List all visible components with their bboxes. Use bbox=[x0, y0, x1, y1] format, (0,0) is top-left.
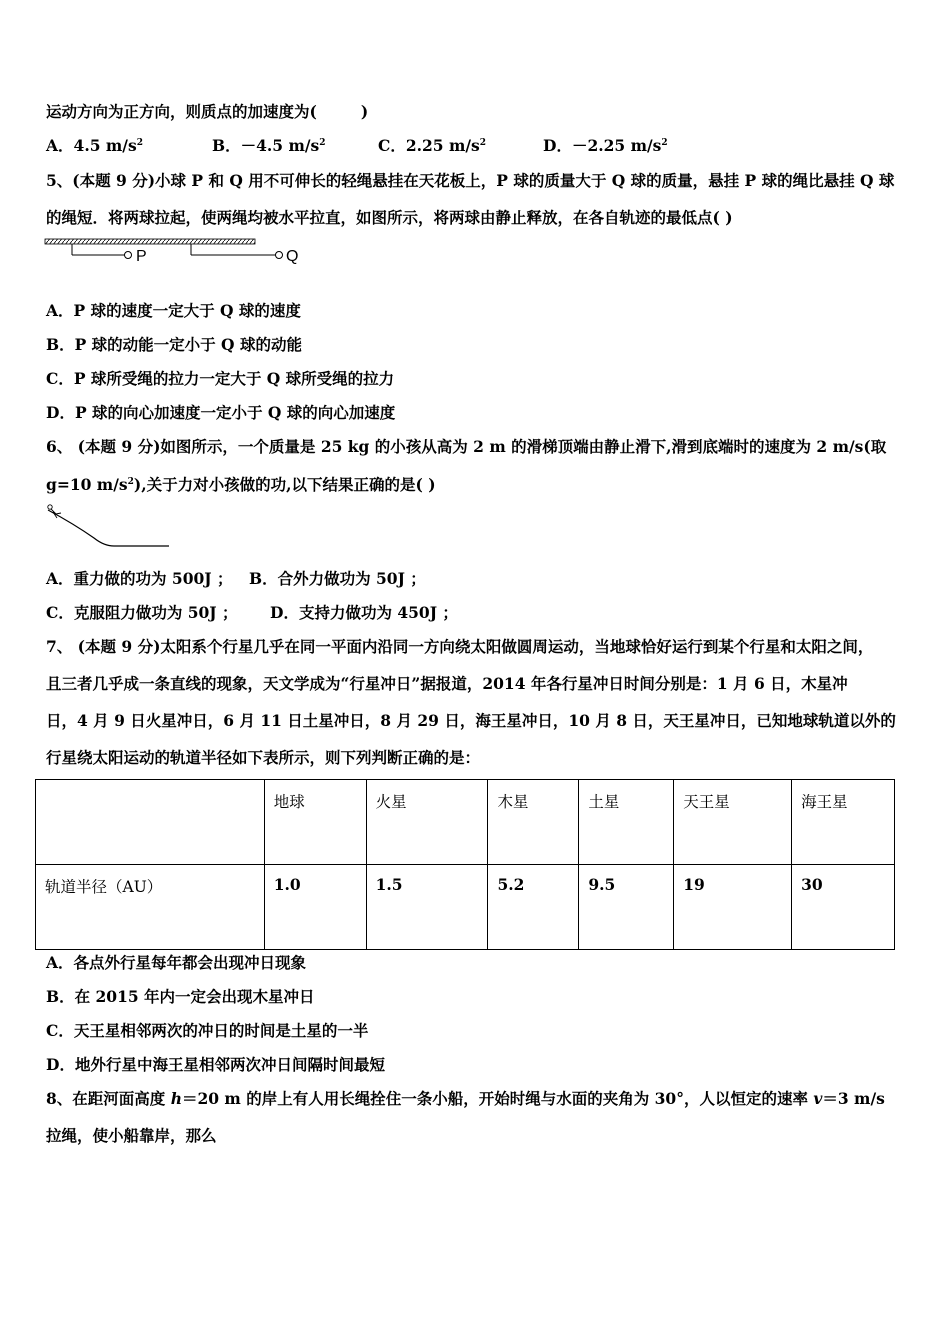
label-q: Q bbox=[286, 248, 299, 265]
q6-stem-line-2: g=10 $m/s^2$),关于力对小孩做的功,以下结果正确的是( ) bbox=[46, 475, 436, 494]
q5-option-a: A．P 球的速度一定大于 Q 球的速度 bbox=[46, 301, 301, 320]
q7-stem-line-1: 7、 (本题 9 分)太阳系个行星几乎在同一平面内沿同一方向绕太阳做圆周运动，当地球恰好运行到某个行星和太阳之间， bbox=[46, 637, 874, 656]
slide-curve bbox=[48, 510, 169, 546]
q6-stem-line-1: 6、 (本题 9 分)如图所示，一个质量是 25 kg 的小孩从高为 2 m 的滑梯顶端由静止滑下,滑到底端时的速度为 2 m/s(取 bbox=[46, 437, 887, 456]
table-cell: 19 bbox=[674, 865, 792, 950]
ball-p bbox=[125, 252, 132, 259]
q7-option-b: B．在 2015 年内一定会出现木星冲日 bbox=[46, 987, 315, 1006]
q7-option-a: A．各点外行星每年都会出现冲日现象 bbox=[46, 953, 307, 972]
table-header-cell: 天王星 bbox=[674, 780, 792, 865]
q6-option-d: D．支持力做功为 450J ； bbox=[270, 603, 458, 622]
q4-option-d: D．－2.25 $m/s^2$ bbox=[543, 136, 668, 155]
table-cell: 9.5 bbox=[579, 865, 674, 950]
q7-stem-line-4: 行星绕太阳运动的轨道半径如下表所示，则下列判断正确的是： bbox=[46, 748, 481, 767]
q7-option-d: D．地外行星中海王星相邻两次冲日间隔时间最短 bbox=[46, 1055, 385, 1074]
q5-option-b: B．P 球的动能一定小于 Q 球的动能 bbox=[46, 335, 302, 354]
q7-option-c: C．天王星相邻两次的冲日的时间是土星的一半 bbox=[46, 1021, 369, 1040]
q4-stem-text: 运动方向为正方向，则质点的加速度为( bbox=[46, 102, 317, 121]
child-head bbox=[48, 505, 52, 509]
q4-paren-close: ) bbox=[360, 102, 369, 121]
table-row-label: 轨道半径（AU） bbox=[36, 865, 265, 950]
q8-stem-line-1: 8、在距河面高度 h＝20 m 的岸上有人用长绳拴住一条小船，开始时绳与水面的夹角为 30°，人以恒定的速率 v＝3 m/s bbox=[46, 1089, 885, 1108]
q6-option-b: B．合外力做功为 50J ； bbox=[249, 569, 426, 588]
ceiling bbox=[45, 239, 255, 244]
q5-stem-line-1: 5、(本题 9 分)小球 P 和 Q 用不可伸长的轻绳悬挂在天花板上，P 球的质量大于 Q 球的质量，悬挂 P 球的绳比悬挂 Q 球 bbox=[46, 171, 895, 190]
table-cell: 5.2 bbox=[488, 865, 579, 950]
table-header-cell: 海王星 bbox=[792, 780, 895, 865]
q7-stem-line-2: 且三者几乎成一条直线的现象，天文学成为“行星冲日”据报道，2014 年各行星冲日时间分别是：1 月 6 日，木星冲 bbox=[46, 674, 848, 693]
table-header-cell bbox=[36, 780, 265, 865]
table-header-cell: 土星 bbox=[579, 780, 674, 865]
q6-option-a: A．重力做的功为 500J ； bbox=[46, 569, 233, 588]
table-header-cell: 木星 bbox=[488, 780, 579, 865]
q5-pendulum-figure bbox=[44, 236, 314, 268]
q4-option-b: B．－4.5 $m/s^2$ bbox=[212, 136, 326, 155]
label-p: P bbox=[136, 248, 147, 265]
table-row bbox=[36, 865, 895, 950]
table-header-cell: 地球 bbox=[264, 780, 366, 865]
orbit-radius-table bbox=[35, 779, 895, 950]
q5-option-c: C．P 球所受绳的拉力一定大于 Q 球所受绳的拉力 bbox=[46, 369, 395, 388]
q4-option-a: A．4.5 $m/s^2$ bbox=[46, 136, 143, 155]
table-cell: 1.0 bbox=[264, 865, 366, 950]
q6-slide-figure bbox=[44, 504, 174, 550]
q7-stem-line-3: 日，4 月 9 日火星冲日，6 月 11 日土星冲日，8 月 29 日，海王星冲日，10 月 8 日，天王星冲日，已知地球轨道以外的 bbox=[46, 711, 896, 730]
q6-option-c: C．克服阻力做功为 50J ； bbox=[46, 603, 238, 622]
table-header-cell: 火星 bbox=[366, 780, 488, 865]
q5-option-d: D．P 球的向心加速度一定小于 Q 球的向心加速度 bbox=[46, 403, 396, 422]
q5-stem-line-2: 的绳短．将两球拉起，使两绳均被水平拉直，如图所示，将两球由静止释放，在各自轨迹的最低点( ) bbox=[46, 208, 733, 227]
q4-option-c: C．2.25 $m/s^2$ bbox=[378, 136, 487, 155]
table-cell: 30 bbox=[792, 865, 895, 950]
table-cell: 1.5 bbox=[366, 865, 488, 950]
table-header-row bbox=[36, 780, 895, 865]
q4-stem-tail bbox=[46, 102, 368, 122]
q8-stem-line-2: 拉绳，使小船靠岸，那么 bbox=[46, 1126, 217, 1145]
ball-q bbox=[276, 252, 283, 259]
